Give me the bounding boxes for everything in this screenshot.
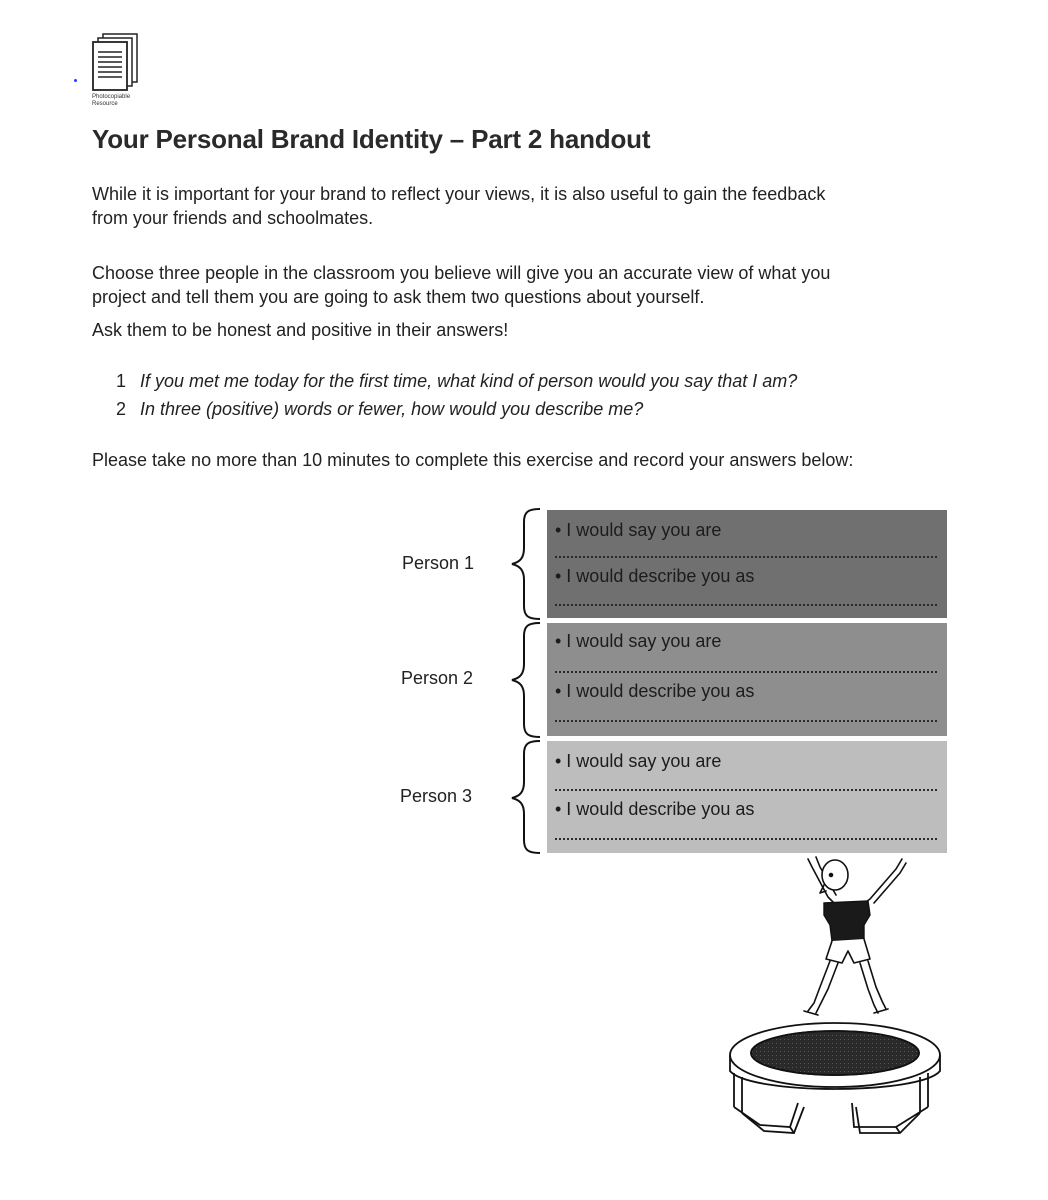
blue-dot-mark	[74, 79, 77, 82]
instructions-paragraph	[92, 261, 830, 309]
icon-caption-line2: Resource	[92, 101, 118, 107]
answer-line[interactable]	[555, 556, 937, 558]
answer-line[interactable]	[555, 671, 937, 673]
instructions-line-1: Choose three people in the classroom you believe will give you an accurate view of what you	[92, 263, 831, 283]
icon-caption	[92, 94, 130, 108]
describe-you-as-prompt: • I would describe you as	[555, 799, 755, 819]
person-3-label: Person 3	[400, 786, 473, 806]
intro-line-2: from your friends and schoolmates.	[92, 208, 374, 228]
icon-caption-line1: Photocopiable	[92, 94, 131, 100]
answer-line[interactable]	[555, 604, 937, 606]
say-you-are-prompt: • I would say you are	[555, 520, 722, 540]
intro-paragraph	[92, 182, 825, 230]
question-number: 2	[116, 399, 127, 419]
curly-brace-group	[506, 506, 546, 858]
say-you-are-prompt: • I would say you are	[555, 631, 722, 651]
answer-line[interactable]	[555, 720, 937, 722]
photocopiable-document-icon	[90, 32, 160, 116]
person-3-answer-box[interactable]	[547, 741, 947, 853]
describe-you-as-prompt: • I would describe you as	[555, 681, 755, 701]
page-title: Your Personal Brand Identity – Part 2 handout	[92, 124, 651, 154]
brace-person-2	[512, 623, 540, 737]
instructions-line-2: project and tell them you are going to ask them two questions about yourself.	[92, 287, 705, 307]
question-1	[116, 369, 797, 393]
closing-instruction: Please take no more than 10 minutes to complete this exercise and record your answers below:	[92, 450, 854, 470]
person-on-trampoline-illustration	[720, 855, 950, 1145]
person-2-answer-box[interactable]	[547, 623, 947, 736]
instructions-line-3: Ask them to be honest and positive in their answers!	[92, 320, 509, 340]
say-you-are-prompt: • I would say you are	[555, 751, 722, 771]
question-number: 1	[116, 371, 127, 391]
answer-line[interactable]	[555, 838, 937, 840]
person-1-label: Person 1	[402, 553, 475, 573]
answer-line[interactable]	[555, 789, 937, 791]
question-text: In three (positive) words or fewer, how would you describe me?	[140, 399, 644, 419]
question-text: If you met me today for the first time, what kind of person would you say that I am?	[140, 371, 798, 391]
person-2-label: Person 2	[401, 668, 474, 688]
question-2	[116, 397, 643, 421]
person-1-answer-box[interactable]	[547, 510, 947, 618]
intro-line-1: While it is important for your brand to reflect your views, it is also useful to gain the feedback	[92, 184, 826, 204]
brace-person-3	[512, 741, 540, 853]
describe-you-as-prompt: • I would describe you as	[555, 566, 755, 586]
brace-person-1	[512, 509, 540, 619]
